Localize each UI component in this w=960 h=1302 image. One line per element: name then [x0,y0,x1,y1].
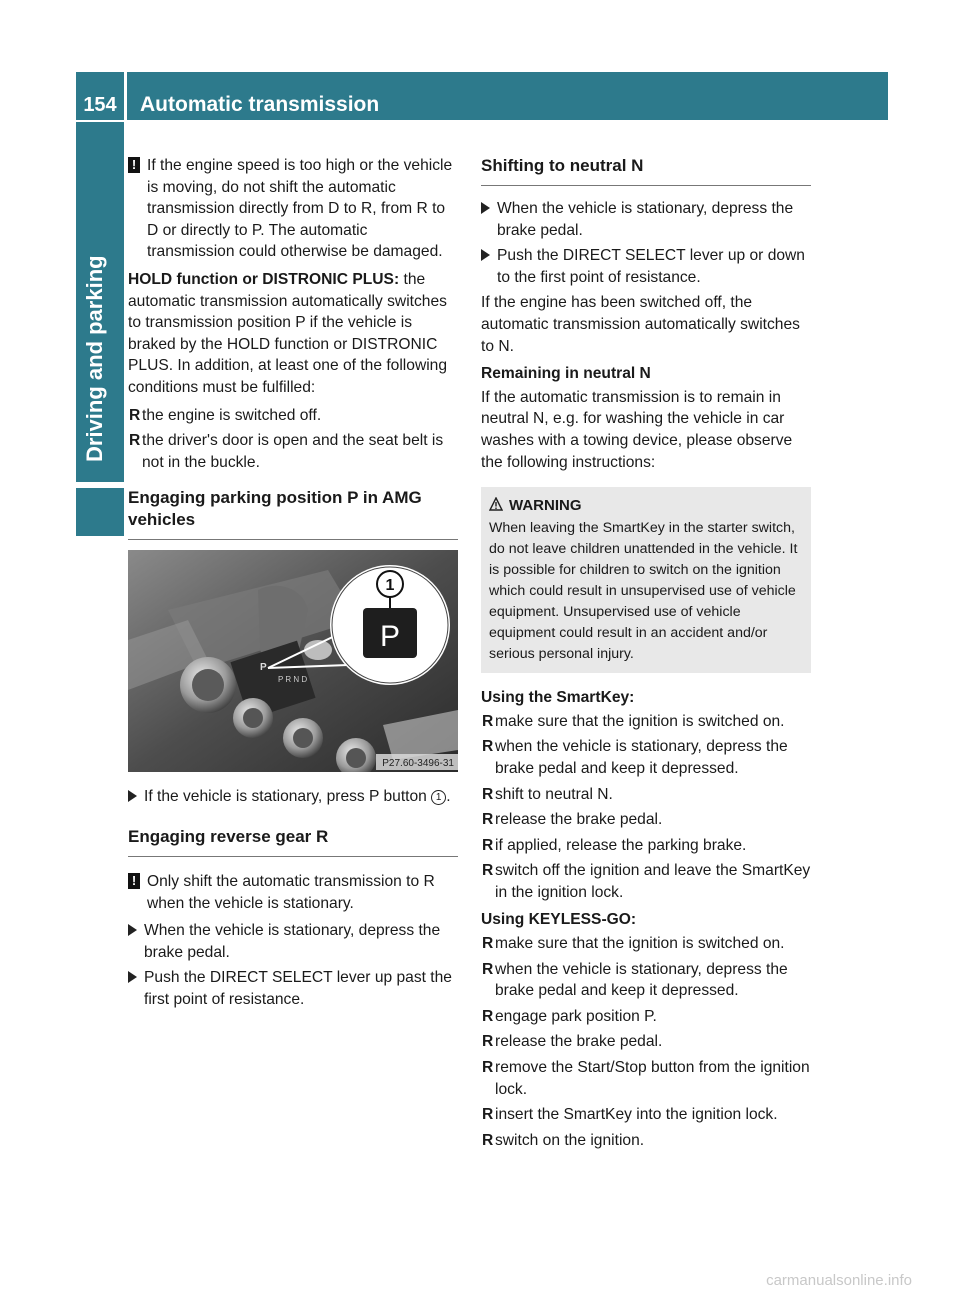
step-arrow-icon [481,249,490,261]
warning-heading: WARNING [489,495,803,516]
smartkey-heading: Using the SmartKey: [481,689,635,707]
keyless-heading: Using KEYLESS-GO: [481,911,637,929]
header-divider [124,72,127,120]
gear-selector-figure [128,550,458,772]
list-item: R insert the SmartKey into the ignition lock. [482,1106,778,1124]
section-heading-neutral: Shifting to neutral N [481,155,811,186]
side-tab [76,122,124,482]
step-park: If the vehicle is stationary, press P button 1 . [128,786,458,808]
page-number: 154 [83,94,117,116]
list-item: R make sure that the ignition is switched on. [482,712,785,730]
figure-code: P27.60-3496-31 [382,758,454,770]
step-arrow-icon [128,790,137,802]
svg-text:P: P [260,662,267,674]
step-reverse: Push the DIRECT SELECT lever up past the first point of resistance. [128,967,458,1010]
caution-icon: ! [128,873,140,889]
step-neutral: When the vehicle is stationary, depress the brake pedal. [481,198,811,241]
list-item: R the engine is switched off. [129,406,322,424]
warning-box [481,487,811,673]
side-tab-marker [76,488,124,536]
p-button-label: P [379,620,401,654]
left-column [128,155,458,1014]
svg-text:P R N D: P R N D [278,675,308,685]
list-item: R if applied, release the parking brake. [482,836,747,854]
list-item: R make sure that the ignition is switched on. [482,935,785,953]
step-arrow-icon [128,971,137,983]
page-title: Automatic transmission [140,93,380,116]
warning-text: When leaving the SmartKey in the starter switch, do not leave children unattended in the vehicle. It is possible for children to switch on the ignition which could result in unsupervised use of vehicle equipment. Unsupervised use of vehicle equipment could result in an accident and/or serious personal injury. [489,520,798,663]
caution-note [128,871,458,914]
list-item: R release the brake pedal. [482,811,663,829]
list-item: R release the brake pedal. [482,1033,663,1051]
right-column [481,155,811,1155]
side-tab-label: Driving and parking [82,255,107,462]
caution-note [128,155,458,263]
remaining-paragraph: If the automatic transmission is to remain in neutral N, e.g. for washing the vehicle in car washes with a towing device, please observe the following instructions: [481,388,793,471]
list-item: R engage park position P. [482,1007,657,1025]
list-item: R switch off the ignition and leave the SmartKey in the ignition lock. [482,862,811,901]
step-arrow-icon [481,202,490,214]
remaining-heading: Remaining in neutral N [481,365,651,383]
step-reverse: When the vehicle is stationary, depress the brake pedal. [128,920,458,963]
caution-text: If the engine speed is too high or the vehicle is moving, do not shift the automatic transmission directly from D to R, from R to D or directly to P. The automatic transmission could otherwise be damaged. [147,157,453,261]
warning-icon [489,497,503,511]
callout-number: 1 [385,577,395,595]
hold-paragraph [128,269,458,399]
caution-icon: ! [128,157,140,173]
neutral-paragraph: If the engine has been switched off, the automatic transmission automatically switches to N. [481,294,800,355]
section-heading-reverse: Engaging reverse gear R [128,826,458,857]
watermark: carmanualsonline.info [766,1272,912,1289]
section-heading-park: Engaging parking position P in AMG vehicles [128,487,458,540]
hold-label: HOLD function or DISTRONIC PLUS: [128,270,400,288]
list-item: R the driver's door is open and the seat belt is not in the buckle. [129,432,444,471]
list-item: R remove the Start/Stop button from the ignition lock. [482,1059,810,1098]
step-arrow-icon [128,924,137,936]
callout-ref: 1 [431,790,446,805]
hold-text: the automatic transmission automatically switches to transmission position P if the vehicle is braked by the HOLD function or DISTRONIC PLUS. In addition, at least one of the following conditions must be fulfilled: [128,270,448,396]
list-item: R shift to neutral N. [482,785,613,803]
list-item: R switch on the ignition. [482,1131,645,1149]
step-neutral: Push the DIRECT SELECT lever up or down to the first point of resistance. [481,245,811,288]
list-item: R when the vehicle is stationary, depress the brake pedal and keep it depressed. [482,738,788,777]
caution-text: Only shift the automatic transmission to R when the vehicle is stationary. [147,872,435,912]
list-item: R when the vehicle is stationary, depress the brake pedal and keep it depressed. [482,960,788,1000]
